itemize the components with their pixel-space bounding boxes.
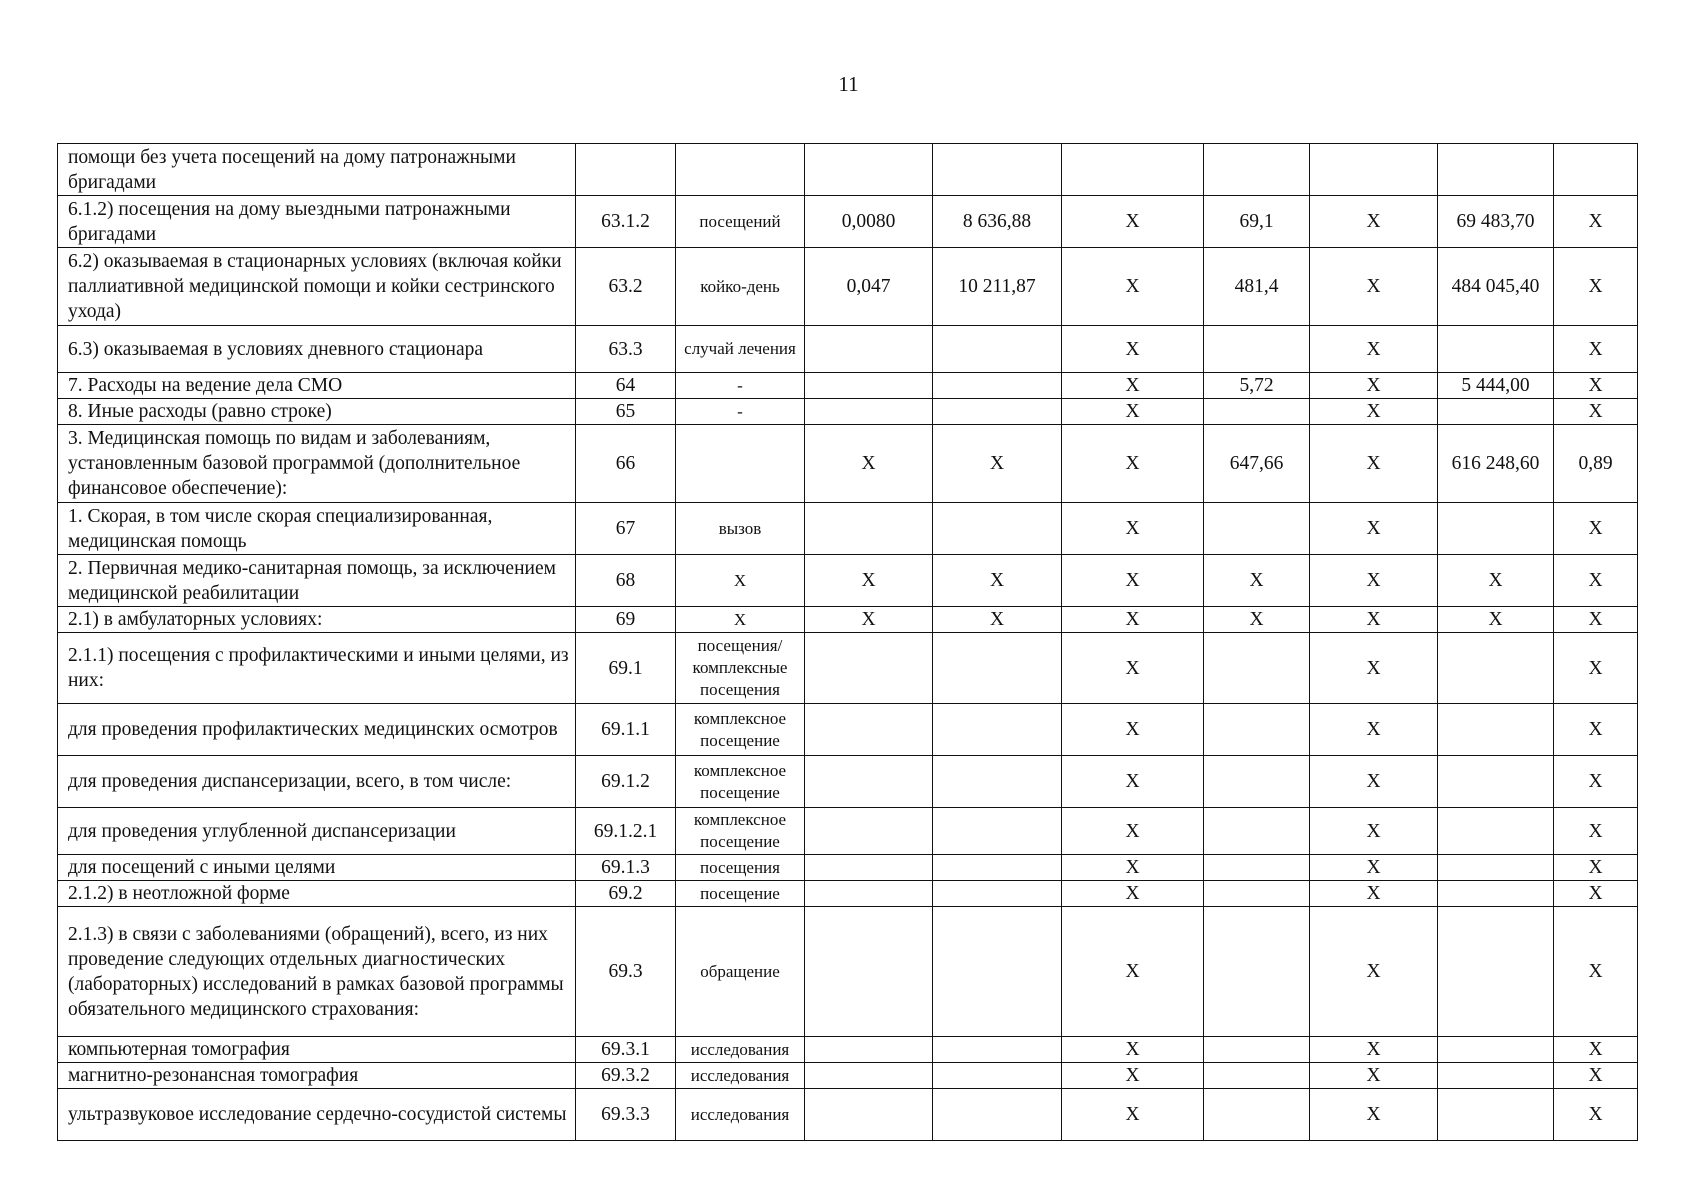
row-value-cell: Х [1554,1063,1638,1089]
row-value-cell [933,808,1062,855]
row-unit-cell: случай лечения [676,326,805,373]
row-line-number-cell: 69.1.1 [576,704,676,756]
row-value-cell: Х [1554,399,1638,425]
row-value-cell: Х [1310,196,1438,248]
table-row [58,399,1638,425]
table-row [58,1089,1638,1141]
table-row [58,1037,1638,1063]
table-row [58,196,1638,248]
row-value-cell: 481,4 [1204,248,1310,326]
row-line-number-cell: 63.1.2 [576,196,676,248]
row-unit-cell: посещение [676,881,805,907]
row-name-cell: 2.1.2) в неотложной форме [58,881,576,907]
row-line-number-cell [576,144,676,196]
table-row [58,881,1638,907]
row-name-cell: 2.1) в амбулаторных условиях: [58,607,576,633]
row-name-cell: 8. Иные расходы (равно строке) [58,399,576,425]
row-value-cell [1438,633,1554,704]
row-value-cell: 0,047 [805,248,933,326]
row-value-cell: Х [1062,1063,1204,1089]
row-name-cell: для проведения углубленной диспансеризации [58,808,576,855]
row-value-cell: Х [1554,704,1638,756]
row-value-cell: Х [1062,373,1204,399]
row-name-cell: 2.1.3) в связи с заболеваниями (обращений), всего, из них проведение следующих отдельных диагностических (лабораторных) исследований в рамках базовой программы обязательного медицинского страхования: [58,907,576,1037]
row-value-cell: Х [805,555,933,607]
row-name-cell: магнитно-резонансная томография [58,1063,576,1089]
row-value-cell: Х [1554,756,1638,808]
row-value-cell [1204,808,1310,855]
row-name-cell: 6.2) оказываемая в стационарных условиях (включая койки паллиативной медицинской помощи и койки сестринского ухода) [58,248,576,326]
row-value-cell [1204,144,1310,196]
row-value-cell [805,881,933,907]
row-value-cell: Х [1310,756,1438,808]
row-value-cell: Х [1554,907,1638,1037]
row-line-number-cell: 63.2 [576,248,676,326]
row-value-cell: Х [1204,607,1310,633]
row-line-number-cell: 67 [576,503,676,555]
row-value-cell [933,326,1062,373]
row-value-cell: Х [1310,855,1438,881]
row-value-cell [1438,1037,1554,1063]
row-value-cell [1204,1037,1310,1063]
row-unit-cell: комплексное посещение [676,704,805,756]
row-value-cell [933,855,1062,881]
row-value-cell: Х [1062,704,1204,756]
row-value-cell: 10 211,87 [933,248,1062,326]
row-value-cell: Х [1310,881,1438,907]
table-row [58,704,1638,756]
row-value-cell: Х [1062,907,1204,1037]
row-value-cell: Х [1310,373,1438,399]
table-row [58,425,1638,503]
row-value-cell [933,399,1062,425]
row-name-cell: 6.1.2) посещения на дому выездными патронажными бригадами [58,196,576,248]
row-value-cell: Х [933,555,1062,607]
row-value-cell [1204,1063,1310,1089]
table-row [58,555,1638,607]
row-value-cell [805,704,933,756]
row-value-cell: Х [1310,808,1438,855]
row-value-cell [933,881,1062,907]
row-line-number-cell: 69 [576,607,676,633]
row-value-cell: Х [1310,907,1438,1037]
row-line-number-cell: 65 [576,399,676,425]
table-row [58,855,1638,881]
row-value-cell [1204,633,1310,704]
row-value-cell: 484 045,40 [1438,248,1554,326]
row-unit-cell: исследования [676,1063,805,1089]
row-value-cell: Х [1554,196,1638,248]
row-value-cell: Х [1554,808,1638,855]
row-value-cell [1438,503,1554,555]
row-value-cell: Х [1062,248,1204,326]
row-value-cell [933,704,1062,756]
row-value-cell: Х [805,425,933,503]
table-row [58,373,1638,399]
table-row [58,503,1638,555]
row-line-number-cell: 69.3.3 [576,1089,676,1141]
row-unit-cell: комплексное посещение [676,808,805,855]
row-value-cell [933,503,1062,555]
row-name-cell: 7. Расходы на ведение дела СМО [58,373,576,399]
row-unit-cell: посещений [676,196,805,248]
row-value-cell [1062,144,1204,196]
row-value-cell: Х [1062,1037,1204,1063]
row-value-cell [805,1063,933,1089]
row-value-cell: 69 483,70 [1438,196,1554,248]
row-value-cell [805,373,933,399]
row-value-cell: Х [1062,555,1204,607]
financing-table [57,143,1638,1141]
table-row [58,756,1638,808]
row-value-cell: Х [1438,607,1554,633]
row-value-cell: 5,72 [1204,373,1310,399]
row-value-cell [933,907,1062,1037]
row-unit-cell: посещения [676,855,805,881]
row-name-cell: ультразвуковое исследование сердечно-сосудистой системы [58,1089,576,1141]
row-value-cell: Х [1062,881,1204,907]
row-value-cell [805,633,933,704]
row-value-cell: Х [1554,503,1638,555]
row-value-cell: Х [1062,503,1204,555]
row-value-cell [933,144,1062,196]
row-value-cell: Х [1554,326,1638,373]
row-value-cell: Х [1062,756,1204,808]
row-value-cell: Х [1310,399,1438,425]
row-unit-cell: койко-день [676,248,805,326]
row-value-cell [1204,1089,1310,1141]
row-value-cell [805,907,933,1037]
row-value-cell: Х [805,607,933,633]
row-name-cell: 2.1.1) посещения с профилактическими и иными целями, из них: [58,633,576,704]
row-value-cell: Х [1554,855,1638,881]
row-line-number-cell: 69.3 [576,907,676,1037]
row-value-cell: Х [1554,633,1638,704]
row-value-cell: 0,89 [1554,425,1638,503]
row-value-cell: Х [1554,1089,1638,1141]
row-line-number-cell: 69.3.2 [576,1063,676,1089]
row-name-cell: 3. Медицинская помощь по видам и заболеваниям, установленным базовой программой (дополнительное финансовое обеспечение): [58,425,576,503]
row-value-cell: Х [933,425,1062,503]
row-value-cell: Х [1310,607,1438,633]
row-value-cell [1204,704,1310,756]
row-value-cell: Х [1062,326,1204,373]
row-value-cell [1438,326,1554,373]
row-unit-cell: обращение [676,907,805,1037]
row-value-cell [1204,756,1310,808]
row-value-cell: Х [1062,196,1204,248]
row-value-cell: Х [1062,399,1204,425]
row-value-cell: 0,0080 [805,196,933,248]
row-value-cell: Х [1062,808,1204,855]
row-value-cell: Х [1062,607,1204,633]
row-value-cell [1438,907,1554,1037]
row-unit-cell: Х [676,607,805,633]
row-unit-cell [676,425,805,503]
row-value-cell [805,503,933,555]
row-value-cell: Х [1310,633,1438,704]
row-value-cell [1438,399,1554,425]
row-value-cell [933,1037,1062,1063]
row-value-cell: 616 248,60 [1438,425,1554,503]
table-row [58,633,1638,704]
row-value-cell [1438,704,1554,756]
row-line-number-cell: 68 [576,555,676,607]
row-value-cell [1438,855,1554,881]
row-unit-cell: посещения/комплексные посещения [676,633,805,704]
row-value-cell: Х [1310,1063,1438,1089]
row-value-cell: Х [1554,373,1638,399]
row-unit-cell: - [676,399,805,425]
row-unit-cell: - [676,373,805,399]
row-line-number-cell: 69.2 [576,881,676,907]
row-value-cell [1204,503,1310,555]
row-name-cell: 2. Первичная медико-санитарная помощь, за исключением медицинской реабилитации [58,555,576,607]
row-name-cell: 6.3) оказываемая в условиях дневного стационара [58,326,576,373]
row-value-cell: Х [1204,555,1310,607]
row-value-cell [805,1037,933,1063]
row-value-cell [1310,144,1438,196]
row-value-cell [805,144,933,196]
row-value-cell [1438,1063,1554,1089]
row-value-cell: Х [1310,248,1438,326]
table-row [58,1063,1638,1089]
table-row [58,248,1638,326]
row-unit-cell: Х [676,555,805,607]
row-line-number-cell: 64 [576,373,676,399]
row-value-cell [1438,756,1554,808]
row-value-cell [1438,144,1554,196]
row-value-cell: Х [1310,1037,1438,1063]
row-value-cell [1438,881,1554,907]
row-name-cell: 1. Скорая, в том числе скорая специализированная, медицинская помощь [58,503,576,555]
row-value-cell: Х [1062,1089,1204,1141]
row-value-cell: 647,66 [1204,425,1310,503]
row-line-number-cell: 66 [576,425,676,503]
row-value-cell: Х [1310,1089,1438,1141]
row-value-cell: 5 444,00 [1438,373,1554,399]
row-value-cell: Х [1554,881,1638,907]
table-row [58,144,1638,196]
page-number: 11 [838,72,859,96]
row-value-cell: Х [1062,425,1204,503]
row-name-cell: компьютерная томография [58,1037,576,1063]
row-value-cell: Х [1310,326,1438,373]
row-value-cell: Х [1062,633,1204,704]
row-value-cell [1438,808,1554,855]
row-value-cell [805,399,933,425]
row-value-cell [1204,881,1310,907]
row-line-number-cell: 69.1 [576,633,676,704]
table-row [58,326,1638,373]
row-value-cell: Х [933,607,1062,633]
row-value-cell: 8 636,88 [933,196,1062,248]
row-value-cell: Х [1554,248,1638,326]
row-value-cell: Х [1310,704,1438,756]
row-value-cell [805,1089,933,1141]
row-name-cell: для проведения профилактических медицинских осмотров [58,704,576,756]
row-value-cell: 69,1 [1204,196,1310,248]
row-value-cell [933,1089,1062,1141]
row-value-cell [933,756,1062,808]
row-unit-cell [676,144,805,196]
row-value-cell: Х [1310,555,1438,607]
row-unit-cell: вызов [676,503,805,555]
row-value-cell [1204,907,1310,1037]
row-unit-cell: комплексное посещение [676,756,805,808]
row-line-number-cell: 69.3.1 [576,1037,676,1063]
row-value-cell: Х [1438,555,1554,607]
row-value-cell [805,756,933,808]
row-value-cell [933,373,1062,399]
row-value-cell [1554,144,1638,196]
row-value-cell: Х [1062,855,1204,881]
row-value-cell [1204,326,1310,373]
table-row [58,907,1638,1037]
row-name-cell: для посещений с иными целями [58,855,576,881]
row-value-cell [1438,1089,1554,1141]
row-line-number-cell: 63.3 [576,326,676,373]
row-line-number-cell: 69.1.2 [576,756,676,808]
row-name-cell: для проведения диспансеризации, всего, в том числе: [58,756,576,808]
table-row [58,607,1638,633]
row-value-cell [933,1063,1062,1089]
row-value-cell [805,808,933,855]
row-line-number-cell: 69.1.2.1 [576,808,676,855]
row-value-cell: Х [1554,1037,1638,1063]
row-value-cell [805,855,933,881]
row-value-cell [1204,855,1310,881]
row-unit-cell: исследования [676,1037,805,1063]
row-line-number-cell: 69.1.3 [576,855,676,881]
row-unit-cell: исследования [676,1089,805,1141]
row-value-cell [1204,399,1310,425]
row-name-cell: помощи без учета посещений на дому патронажными бригадами [58,144,576,196]
row-value-cell [805,326,933,373]
table-row [58,808,1638,855]
table-body [58,144,1638,1141]
row-value-cell: Х [1310,425,1438,503]
row-value-cell: Х [1310,503,1438,555]
row-value-cell: Х [1554,607,1638,633]
row-value-cell [933,633,1062,704]
row-value-cell: Х [1554,555,1638,607]
